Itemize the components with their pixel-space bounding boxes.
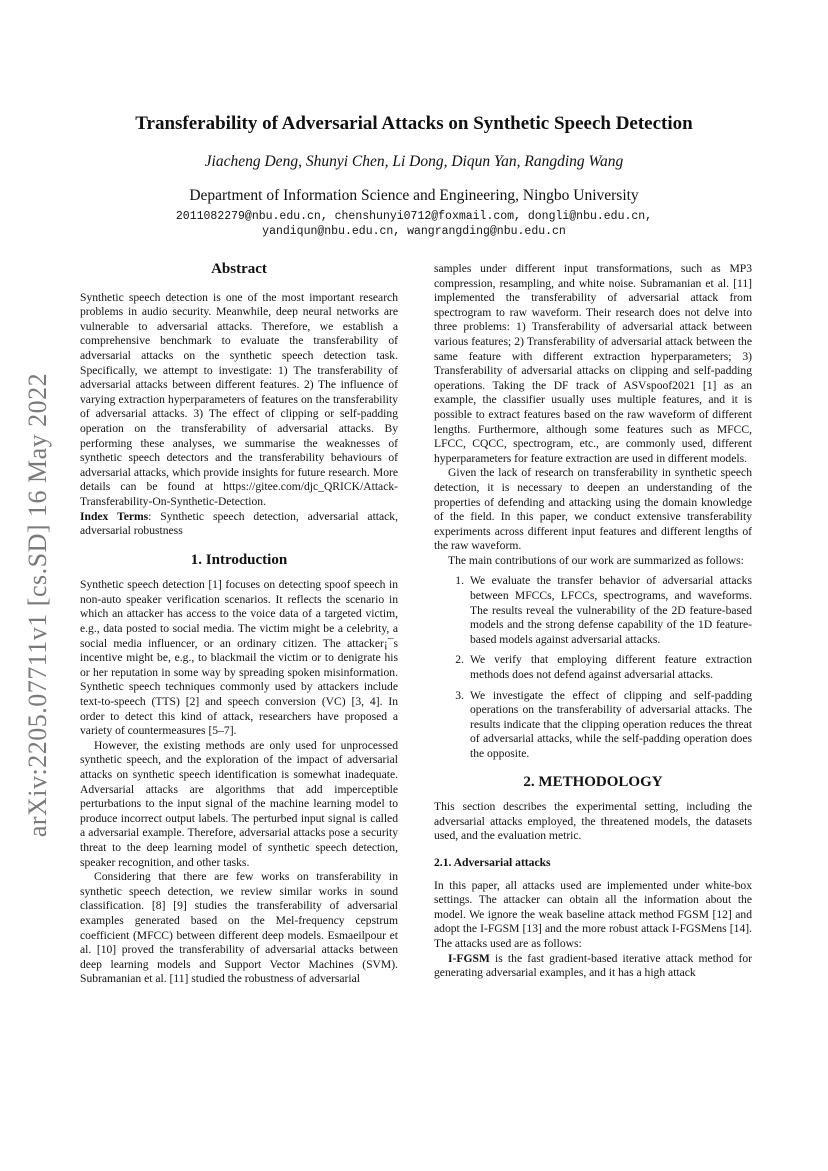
intro-paragraph-3: Considering that there are few works on transferability in synthetic speech detection, we review similar works in sound classification. [8] [9] studies the transferability of adversarial examples generated based on the Mel-frequency cepstrum coefficient (MFCC) between different deep models. Esmaeilpour et al. [10] proved the transferability of adversarial attacks between deep learning models and Support Vector Machines (SVM). Subramanian et al. [11] studied the robustness of adversarial xyxy=(80,870,398,986)
intro-paragraph-2: However, the existing methods are only used for unprocessed synthetic speech, and the exploration of the impact of adversarial attacks on synthetic speech identification is somewhat inadequate. Adversarial attacks are algorithms that add imperceptible perturbations to the input signal of the machine learning model to produce incorrect output labels. The perturbed input signal is called a adversarial example. Therefore, adversarial attacks pose a security threat to the deep learning model of synthetic speech detection, speaker recognition, and other tasks. xyxy=(80,738,398,869)
list-item xyxy=(434,653,752,682)
email-line-2: yandiqun@nbu.edu.cn, wangrangding@nbu.edu.cn xyxy=(262,225,566,238)
right-column xyxy=(434,262,752,981)
contributions-list xyxy=(434,574,752,761)
list-item-text: We investigate the effect of clipping and self-padding operations on the transferability of adversarial attacks. The results indicate that the clipping operation reduces the threat of adversarial attacks, while the self-padding operation does the opposite. xyxy=(470,688,752,760)
right-paragraph-1: samples under different input transformations, such as MP3 compression, resampling, and white noise. Subramanian et al. [11] implemented the transferability of adversarial attack from spectrogram to raw waveform. Their research does not delve into three problems: 1) Transferability of adversarial attack between various features; 2) Transferability of adversarial attack between the same feature with different extraction hyperparameters; 3) Transferability of adversarial attacks on clipping and self-padding operations. Taking the DF track of ASVspoof2021 [1] as an example, the classifier usually uses multiple features, and it is possible to extract features based on the raw waveform of different lengths. Furthermore, although some features such as MFCC, LFCC, CQCC, spectrogram, etc., are commonly used, different hyperparameters for feature extraction are used in different models. xyxy=(434,262,752,465)
list-item-number: 3. xyxy=(455,688,464,702)
list-item-text: We evaluate the transfer behavior of adversarial attacks between MFCCs, LFCCs, spectrograms, and waveforms. The results reveal the vulnerability of the 2D feature-based models and the strong defense capability of the 1D feature-based models against adversarial attacks. xyxy=(470,574,752,646)
author-list: Jiacheng Deng, Shunyi Chen, Li Dong, Diqun Yan, Rangding Wang xyxy=(204,153,624,170)
affiliation: Department of Information Science and Engineering, Ningbo University xyxy=(189,187,639,204)
index-terms xyxy=(80,510,398,539)
list-item xyxy=(434,689,752,762)
abstract-text: Synthetic speech detection is one of the most important research problems in audio security. Meanwhile, deep neural networks are vulnerable to adversarial attacks. Therefore, we establish a comprehensive benchmark to evaluate the transferability of adversarial attacks on the synthetic speech detection task. Specifically, we attempt to investigate: 1) The transferability of adversarial attacks between different features. 2) The influence of varying extraction hyperparameters of features on the transferability of adversarial attacks. 3) The effect of clipping or self-padding operation on the transferability of adversarial attacks. By performing these analyses, we summarise the weaknesses of synthetic speech detectors and the transferability behaviours of adversarial attacks, which provide insights for future research. More details can be found at https://gitee.com/djc_QRICK/Attack-Transferability-On-Synthetic-Detection. xyxy=(80,290,398,508)
index-terms-label: Index Terms xyxy=(80,509,149,523)
intro-heading: 1. Introduction xyxy=(190,551,288,568)
subsection-heading: 2.1. Adversarial attacks xyxy=(434,855,551,869)
intro-paragraph-1: Synthetic speech detection [1] focuses on detecting spoof speech in non-auto speaker verification scenarios. It reflects the scenario in which an attacker has access to the voice data of a targeted victim, e.g., data posted to social media. The victim might be a celebrity, a social media influencer, or an ordinary citizen. The attacker¡¯s incentive might be, e.g., to blackmail the victim or to denigrate his or her reputation in some way by spreading spoken misinformation. Synthetic speech techniques commonly used by attackers include text-to-speech (TTS) [2] and speech conversion (VC) [3, 4]. In order to detect this kind of attack, researchers have proposed a variety of countermeasures [5–7]. xyxy=(80,578,398,738)
paper-title: Transferability of Adversarial Attacks on Synthetic Speech Detection xyxy=(135,113,693,134)
methodology-heading: 2. METHODOLOGY xyxy=(523,773,663,790)
ifgsm-paragraph xyxy=(434,952,752,981)
ifgsm-text: is the fast gradient-based iterative attack method for generating adversarial examples, and it has a high attack xyxy=(434,951,752,980)
right-paragraph-2: Given the lack of research on transferability in synthetic speech detection, it is necessary to deepen an understanding of the properties of defending and attacking using the domain knowledge of the field. In this paper, we conduct extensive transferability experiments across different input features and different lengths of the raw waveform. xyxy=(434,466,752,553)
list-item-number: 2. xyxy=(455,653,464,667)
ifgsm-label: I-FGSM xyxy=(448,951,490,965)
left-column xyxy=(80,262,398,987)
index-terms-text: : Synthetic speech detection, adversarial attack, adversarial robustness xyxy=(80,509,399,538)
list-item-number: 1. xyxy=(455,574,464,588)
right-paragraph-3: The main contributions of our work are summarized as follows: xyxy=(448,553,744,567)
subsection-paragraph: In this paper, all attacks used are implemented under white-box settings. The attacker can obtain all the information about the model. We ignore the weak baseline attack method FGSM [12] and adopt the I-FGSM [13] and the more robust attack I-FGSMens [14]. The attacks used are as follows: xyxy=(434,878,752,950)
arxiv-watermark: arXiv:2205.07711v1 [cs.SD] 16 May 2022 xyxy=(23,372,52,838)
methodology-paragraph: This section describes the experimental setting, including the adversarial attacks employed, the threatened models, the datasets used, and the evaluation metric. xyxy=(434,800,752,843)
email-line-1: 2011082279@nbu.edu.cn, chenshunyi0712@foxmail.com, dongli@nbu.edu.cn, xyxy=(175,210,653,223)
list-item-text: We verify that employing different feature extraction methods does not defend against adversarial attacks. xyxy=(470,653,752,682)
list-item xyxy=(434,574,752,647)
abstract-heading: Abstract xyxy=(211,261,267,277)
